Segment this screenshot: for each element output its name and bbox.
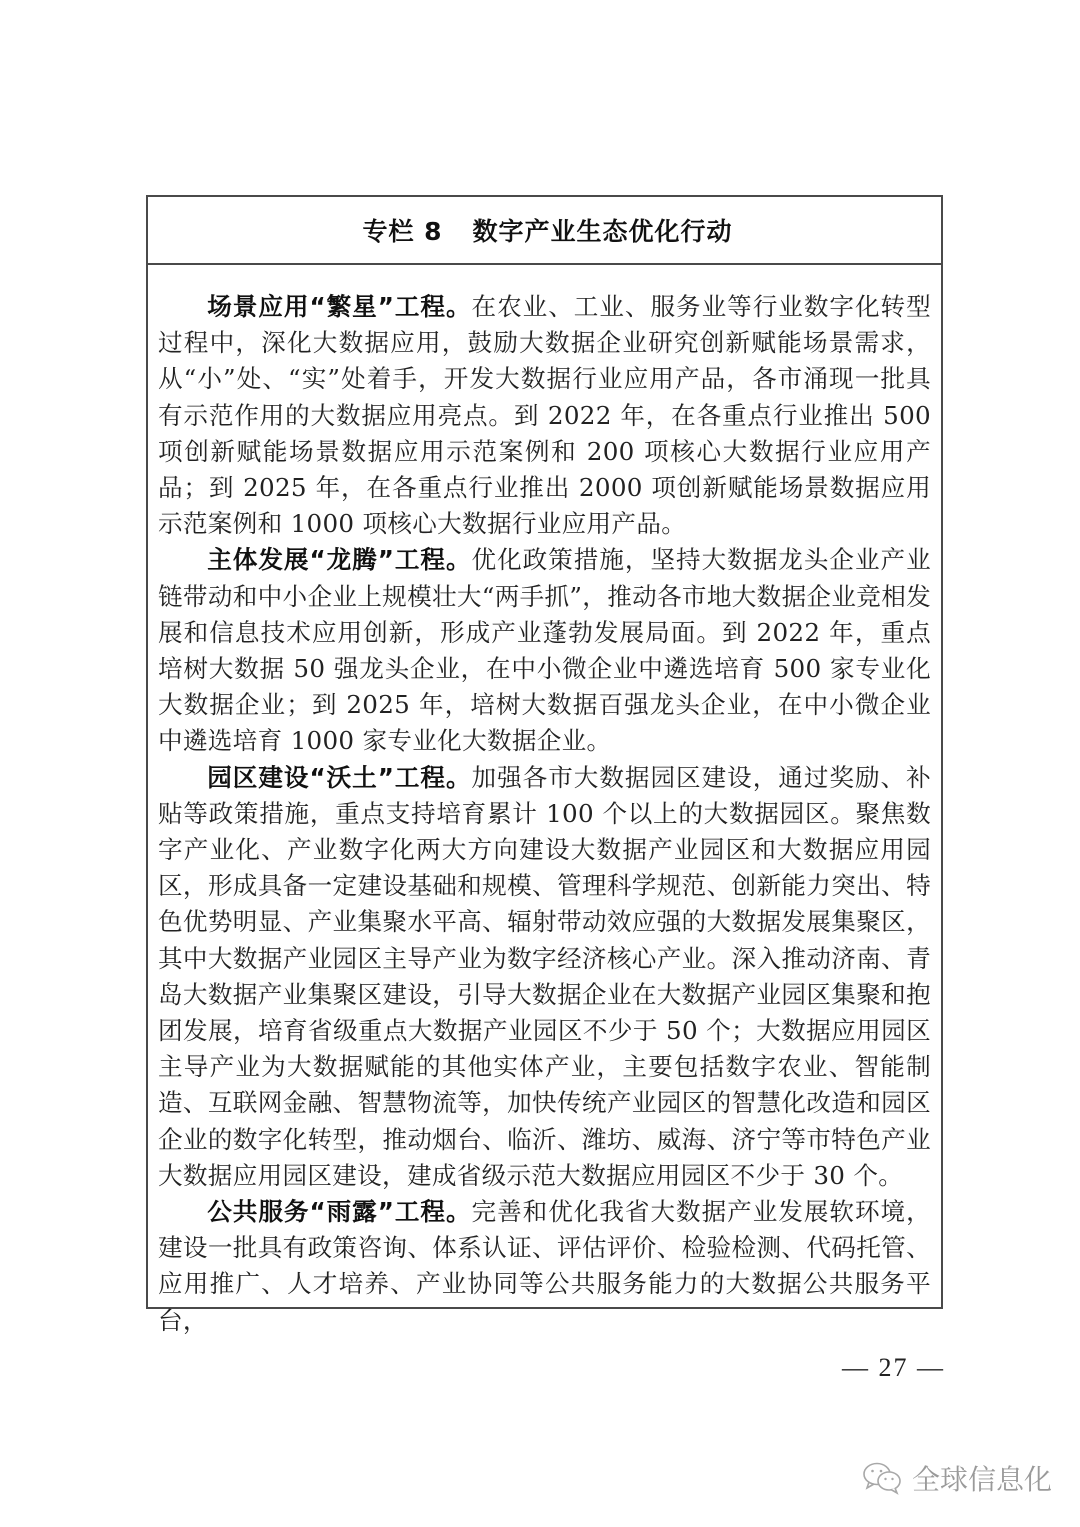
watermark xyxy=(862,1458,1052,1498)
column-number: 专栏 8 xyxy=(362,217,443,246)
paragraph-lead: 公共服务“雨露”工程。 xyxy=(207,1197,472,1227)
watermark-text: 全球信息化 xyxy=(912,1463,1053,1496)
column-heading: 数字产业生态优化行动 xyxy=(472,217,733,246)
column-body xyxy=(148,265,941,1339)
column-box xyxy=(146,195,943,1335)
paragraph-text: 在农业、工业、服务业等行业数字化转型过程中，深化大数据应用，鼓励大数据企业研究创新赋能场景需求，从“小”处、“实”处着手，开发大数据行业应用产品，各市涌现一批具有示范作用的大数据应用亮点。到 2022 年，在各重点行业推出 500 项创新赋能场景数据应用示范案例和 200 项核心大数据行业应用产品；到 2025 年，在各重点行业推出 2000 项创新赋能场景数据应用示范案例和 1000 项核心大数据行业应用产品。 xyxy=(158,292,931,539)
paragraph-text: 加强各市大数据园区建设，通过奖励、补贴等政策措施，重点支持培育累计 100 个以上的大数据园区。聚焦数字产业化、产业数字化两大方向建设大数据产业园区和大数据应用园区，形成具备一定建设基础和规模、管理科学规范、创新能力突出、特色优势明显、产业集聚水平高、辐射带动效应强的大数据发展集聚区，其中大数据产业园区主导产业为数字经济核心产业。深入推动济南、青岛大数据产业集聚区建设，引导大数据企业在大数据产业园区集聚和抱团发展，培育省级重点大数据产业园区不少于 50 个；大数据应用园区主导产业为大数据赋能的其他实体产业，主要包括数字农业、智能制造、互联网金融、智慧物流等，加快传统产业园区的智慧化改造和园区企业的数字化转型，推动烟台、临沂、潍坊、威海、济宁等市特色产业大数据应用园区建设，建成省级示范大数据应用园区不少于 30 个。 xyxy=(158,762,931,1190)
page-number: — 27 — xyxy=(842,1353,945,1382)
paragraph-lead: 园区建设“沃土”工程。 xyxy=(207,762,472,792)
paragraph-text: 完善和优化我省大数据产业发展软环境，建设一批具有政策咨询、体系认证、评估评价、检验检测、代码托管、应用推广、人才培养、产业协同等公共服务能力的大数据公共服务平台， xyxy=(158,1197,931,1335)
paragraph-wotu xyxy=(158,760,931,1194)
paragraph-longteng xyxy=(158,542,931,759)
column-title xyxy=(148,197,941,265)
wechat-icon xyxy=(862,1461,904,1495)
paragraph-lead: 场景应用“繁星”工程。 xyxy=(207,292,472,321)
paragraph-text: 优化政策措施，坚持大数据龙头企业产业链带动和中小企业上规模壮大“两手抓”，推动各市地大数据企业竞相发展和信息技术应用创新，形成产业蓬勃发展局面。到 2022 年，重点培树大数据 50 强龙头企业，在中小微企业中遴选培育 500 家专业化大数据企业；到 2025 年，培树大数据百强龙头企业，在中小微企业中遴选培育 1000 家专业化大数据企业。 xyxy=(158,545,931,756)
paragraph-lead: 主体发展“龙腾”工程。 xyxy=(207,545,472,575)
paragraph-yulu xyxy=(158,1194,931,1339)
paragraph-fanxing xyxy=(158,289,931,542)
